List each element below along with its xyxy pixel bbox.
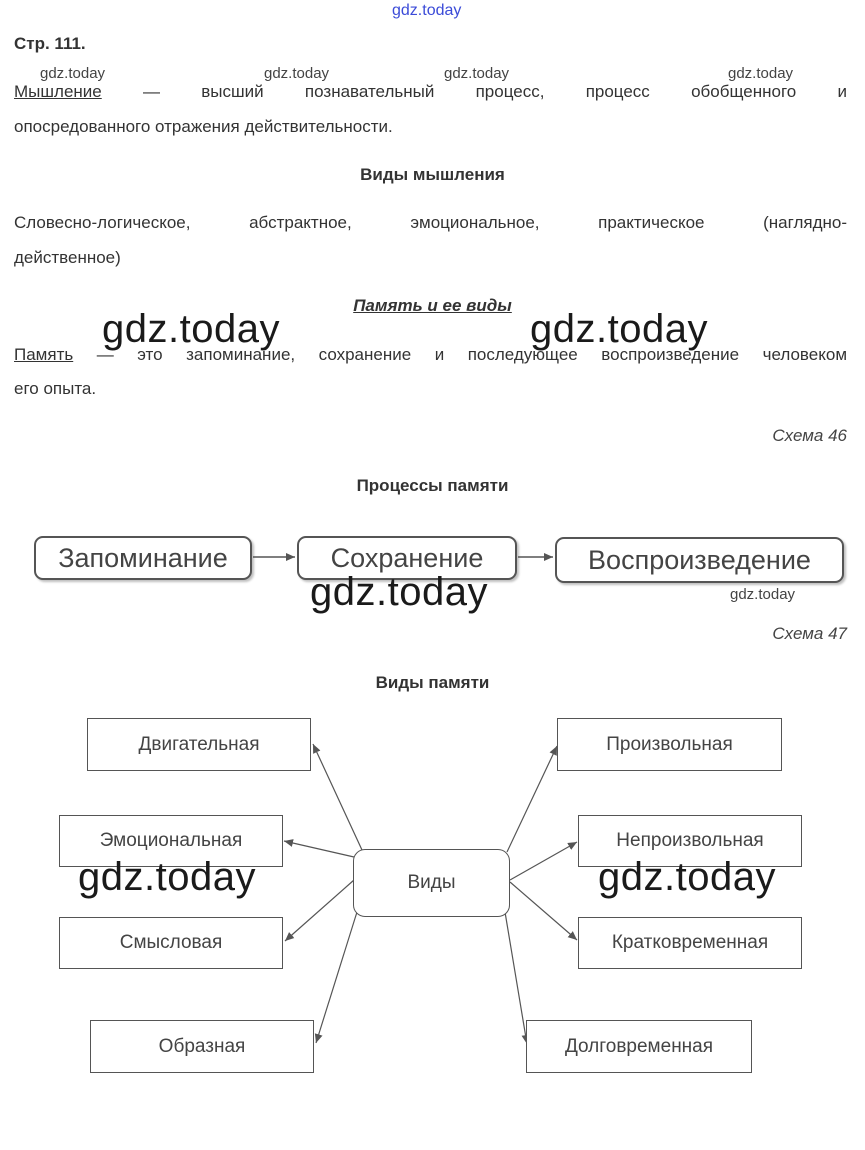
thinking-types-line2: действенное) bbox=[14, 248, 121, 267]
watermark-big-2: gdz.today bbox=[530, 307, 708, 351]
memory-heading: Память и ее виды bbox=[353, 296, 512, 315]
arrow-to-short-term bbox=[510, 882, 577, 940]
memory-term: Память bbox=[14, 345, 74, 364]
arrow-to-long-term bbox=[505, 912, 527, 1044]
type-label-short-term: Кратковременная bbox=[611, 932, 769, 953]
type-label-semantic: Смысловая bbox=[119, 932, 223, 953]
type-label-emotional: Эмоциональная bbox=[99, 830, 243, 851]
type-label-involuntary: Непроизвольная bbox=[616, 830, 764, 851]
watermark-top: gdz.today bbox=[392, 2, 462, 19]
arrow-to-involuntary bbox=[510, 842, 577, 880]
page-label: Стр. 111. bbox=[14, 34, 86, 53]
schema-46-label: Схема 46 bbox=[772, 426, 847, 445]
process-label-memorization: Запоминание bbox=[58, 543, 228, 573]
process-label-reproduction: Воспроизведение bbox=[588, 545, 811, 575]
thinking-definition-line2: опосредованного отражения действительности. bbox=[14, 117, 393, 136]
watermark-small-4: gdz.today bbox=[728, 65, 794, 82]
type-box-semantic bbox=[59, 917, 283, 969]
arrow-to-semantic bbox=[285, 880, 354, 941]
arrow-to-voluntary bbox=[507, 746, 557, 852]
watermark-small-3: gdz.today bbox=[444, 65, 510, 82]
thinking-types-line1: Словесно-логическое, абстрактное, эмоциональное, практическое (наглядно- bbox=[14, 213, 847, 232]
memory-processes-heading: Процессы памяти bbox=[356, 476, 509, 495]
arrow-to-figurative bbox=[316, 912, 357, 1043]
type-box-motor bbox=[87, 718, 311, 771]
thinking-definition-text: — высший познавательный процесс, процесс обобщенного и bbox=[101, 82, 847, 101]
memory-types-heading: Виды памяти bbox=[375, 673, 490, 692]
type-box-voluntary bbox=[557, 718, 782, 771]
watermark-small-1: gdz.today bbox=[40, 65, 106, 82]
thinking-types-heading: Виды мышления bbox=[360, 165, 505, 184]
type-box-short-term bbox=[578, 917, 802, 969]
type-label-figurative: Образная bbox=[158, 1035, 246, 1057]
type-label-motor: Двигательная bbox=[138, 733, 260, 755]
watermark-small-2: gdz.today bbox=[264, 65, 330, 82]
center-label: Виды bbox=[407, 872, 456, 893]
arrow-to-emotional bbox=[284, 841, 354, 857]
process-label-retention: Сохранение bbox=[330, 543, 484, 573]
type-box-figurative bbox=[90, 1020, 314, 1073]
type-box-long-term bbox=[526, 1020, 752, 1073]
center-box-types bbox=[353, 849, 510, 917]
type-label-long-term: Долговременная bbox=[564, 1035, 714, 1057]
schema-47-label: Схема 47 bbox=[772, 624, 847, 643]
thinking-term: Мышление bbox=[14, 82, 102, 101]
watermark-big-3: gdz.today bbox=[310, 570, 488, 614]
arrow-to-motor bbox=[313, 744, 362, 850]
memory-definition-line2: его опыта. bbox=[14, 379, 97, 398]
watermark-big-4: gdz.today bbox=[78, 855, 256, 899]
memory-definition-text: — это запоминание, сохранение и последующее воспроизведение человеком bbox=[73, 345, 847, 364]
watermark-small-5: gdz.today bbox=[730, 586, 796, 603]
watermark-big-1: gdz.today bbox=[102, 307, 280, 351]
watermark-big-5: gdz.today bbox=[598, 855, 776, 899]
type-label-voluntary: Произвольная bbox=[606, 733, 733, 755]
